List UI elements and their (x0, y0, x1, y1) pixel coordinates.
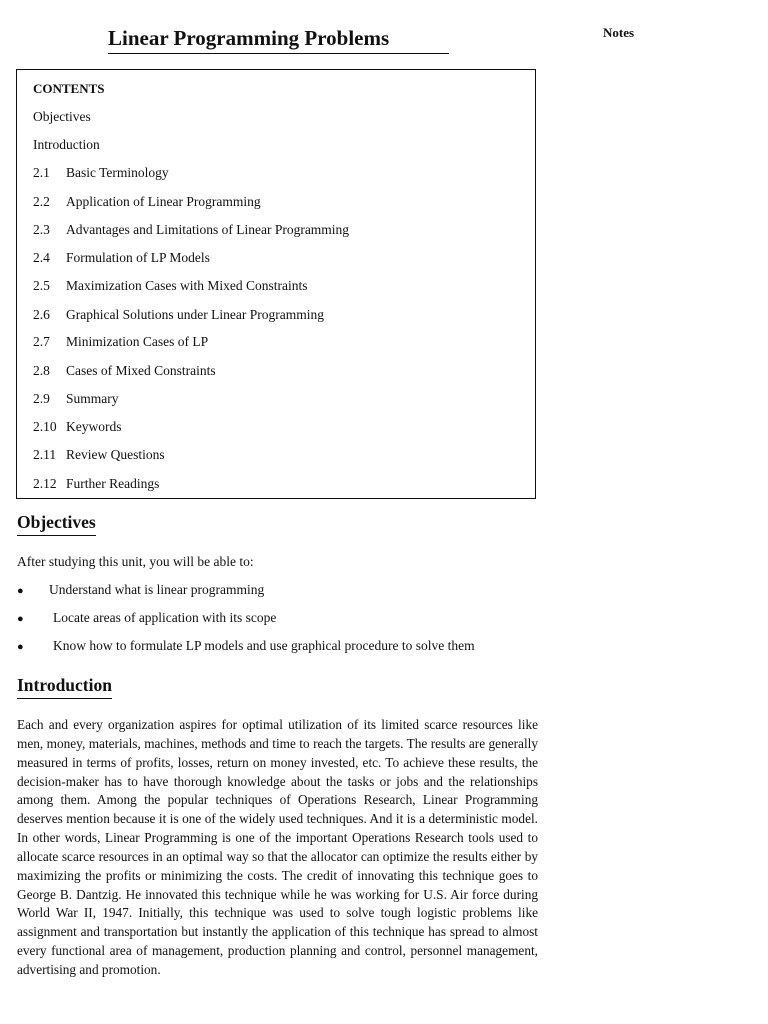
toc-item-2-3[interactable] (33, 221, 349, 239)
toc-item-2-2[interactable] (33, 193, 261, 211)
toc-item-2-1[interactable] (33, 164, 169, 182)
toc-item-2-7[interactable] (33, 333, 208, 351)
introduction-heading: Introduction (17, 674, 112, 699)
toc-item-label: Advantages and Limitations of Linear Programming (66, 222, 350, 237)
toc-item-label: Summary (66, 391, 119, 406)
toc-item-label: Objectives (33, 109, 91, 124)
introduction-paragraph: Each and every organization aspires for optimal utilization of its limited scarce resources like men, money, materials, machines, methods and time to reach the targets. The results are generally measured in terms of profits, losses, return on money invested, etc. To achieve these results, the decision-maker has to have thorough knowledge about the tasks or jobs and the relationships among them. Among the popular techniques of Operations Research, Linear Programming deserves mention because it is one of the widely used techniques. And it is a deterministic model. In other words, Linear Programming is one of the important Operations Research tools used to allocate scarce resources in an optimal way so that the allocator can optimize the results either by maximizing the profits or minimizing the costs. The credit of innovating this technique goes to George B. Dantzig. He innovated this technique while he was working for U.S. Air force during World War II, 1947. Initially, this technique was used to solve tough logistic problems like assignment and transportation but instantly the application of this technique has spread to almost every functional area of management, production planning and control, personnel management, advertising and promotion. (17, 717, 538, 977)
toc-item-introduction[interactable] (33, 136, 100, 154)
toc-item-label: Application of Linear Programming (66, 194, 261, 209)
toc-item-label: Keywords (66, 419, 122, 434)
toc-item-2-9[interactable] (33, 390, 119, 408)
toc-item-2-10[interactable] (33, 418, 122, 436)
toc-item-number: 2.12 (33, 476, 57, 491)
toc-item-number: 2.11 (33, 447, 57, 462)
notes-margin-label: Notes (603, 25, 635, 40)
toc-item-label: Basic Terminology (66, 165, 169, 180)
toc-item-number: 2.10 (33, 419, 57, 434)
contents-box (16, 69, 536, 499)
toc-item-objectives[interactable] (33, 108, 91, 126)
toc-item-number: 2.3 (33, 222, 50, 237)
bullet-text: Know how to formulate LP models and use graphical procedure to solve them (53, 638, 475, 653)
contents-heading: CONTENTS (33, 81, 105, 96)
toc-item-number: 2.8 (33, 363, 50, 378)
toc-item-label: Formulation of LP Models (66, 250, 210, 265)
toc-item-number: 2.4 (33, 250, 50, 265)
toc-item-label: Introduction (33, 137, 100, 152)
toc-item-2-11[interactable] (33, 446, 165, 464)
toc-item-number: 2.6 (33, 307, 50, 322)
toc-item-number: 2.7 (33, 334, 50, 349)
toc-item-2-8[interactable] (33, 362, 216, 380)
toc-item-number: 2.1 (33, 165, 50, 180)
toc-item-label: Minimization Cases of LP (66, 334, 209, 349)
bullet-icon: ● (17, 613, 24, 625)
bullet-text: Understand what is linear programming (49, 582, 265, 597)
toc-item-number: 2.9 (33, 391, 50, 406)
toc-item-2-4[interactable] (33, 249, 210, 267)
toc-item-label: Further Readings (66, 476, 160, 491)
toc-item-number: 2.2 (33, 194, 50, 209)
bullet-text: Locate areas of application with its scope (53, 610, 277, 625)
toc-item-2-6[interactable] (33, 306, 324, 324)
objectives-intro: After studying this unit, you will be able to: (17, 554, 254, 569)
toc-item-label: Maximization Cases with Mixed Constraints (66, 278, 308, 293)
page-title: Linear Programming Problems (108, 24, 449, 54)
objective-bullet (17, 637, 475, 656)
objective-bullet (17, 609, 276, 628)
toc-item-2-5[interactable] (33, 277, 307, 295)
objectives-heading: Objectives (17, 511, 96, 536)
bullet-icon: ● (17, 641, 24, 653)
toc-item-label: Cases of Mixed Constraints (66, 363, 216, 378)
toc-item-label: Graphical Solutions under Linear Programming (66, 307, 324, 322)
toc-item-number: 2.5 (33, 278, 50, 293)
objective-bullet (17, 581, 264, 600)
toc-item-2-12[interactable] (33, 475, 159, 493)
bullet-icon: ● (17, 585, 24, 597)
toc-item-label: Review Questions (66, 447, 165, 462)
